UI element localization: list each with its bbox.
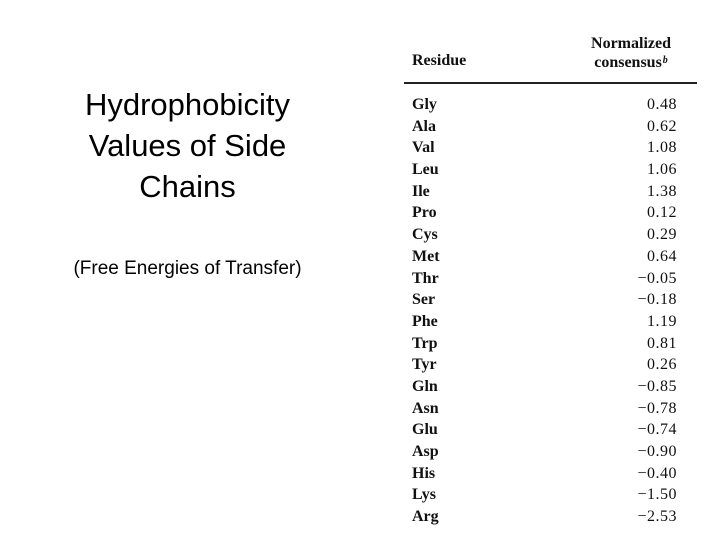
consensus-value: 0.26 <box>647 356 677 374</box>
table-row <box>404 289 697 311</box>
table-row <box>404 137 697 159</box>
residue-name: Asn <box>412 399 439 417</box>
slide-title-line: Chains <box>139 169 236 204</box>
table-row <box>404 463 697 485</box>
residue-name: Thr <box>412 269 439 287</box>
column-header-consensus-text: consensus <box>594 54 662 71</box>
consensus-value: 1.19 <box>647 312 677 330</box>
column-header-consensus <box>591 34 671 72</box>
consensus-value: 1.08 <box>647 139 677 157</box>
residue-name: His <box>412 464 436 482</box>
residue-name: Ala <box>412 117 436 135</box>
consensus-value: −2.53 <box>637 508 677 526</box>
consensus-value: 0.12 <box>647 204 677 222</box>
table-body <box>404 94 697 528</box>
residue-name: Leu <box>412 161 439 179</box>
slide-subtitle: (Free Energies of Transfer) <box>73 258 302 279</box>
consensus-value: 0.81 <box>647 334 677 352</box>
table-row <box>404 506 697 528</box>
residue-name: Ser <box>412 291 436 309</box>
table-top-rule <box>404 82 697 84</box>
residue-name: Gly <box>412 96 437 113</box>
residue-name: Trp <box>412 334 438 352</box>
table-row <box>404 224 697 246</box>
residue-name: Arg <box>412 508 439 526</box>
residue-name: Asp <box>412 443 439 460</box>
residue-name: Ile <box>412 182 430 200</box>
table-row <box>404 441 697 463</box>
table-row <box>404 202 697 224</box>
residue-name: Tyr <box>412 356 437 374</box>
residue-name: Met <box>412 247 440 265</box>
table-row <box>404 484 697 506</box>
table-row <box>404 159 697 181</box>
consensus-value: −0.40 <box>637 464 677 482</box>
table-row <box>404 398 697 420</box>
residue-name: Val <box>412 139 435 157</box>
column-header-consensus-line2 <box>591 53 671 72</box>
hydrophobicity-table <box>404 30 697 528</box>
table-header <box>404 30 697 82</box>
column-header-consensus-line1: Normalized <box>591 35 671 52</box>
slide-title-line: Values of Side <box>88 128 287 163</box>
table-row <box>404 116 697 138</box>
residue-name: Lys <box>412 486 437 504</box>
consensus-value: −0.18 <box>637 291 677 309</box>
table-row <box>404 94 697 116</box>
table-row <box>404 246 697 268</box>
table-row <box>404 311 697 333</box>
consensus-value: 0.48 <box>647 96 677 113</box>
residue-name: Glu <box>412 421 438 439</box>
column-header-residue: Residue <box>412 52 467 69</box>
consensus-value: −0.90 <box>637 443 677 460</box>
consensus-value: −0.05 <box>637 269 677 287</box>
consensus-value: −0.85 <box>637 377 677 395</box>
residue-name: Gln <box>412 377 438 395</box>
consensus-value: 0.64 <box>647 247 677 265</box>
table-row <box>404 419 697 441</box>
consensus-value: 0.62 <box>647 117 677 135</box>
consensus-value: 1.38 <box>647 182 677 200</box>
residue-name: Phe <box>412 312 438 330</box>
table-row <box>404 181 697 203</box>
consensus-value: 0.29 <box>647 226 677 244</box>
consensus-value: 1.06 <box>647 161 677 179</box>
slide-title-line: Hydrophobicity <box>84 87 291 122</box>
table-row <box>404 268 697 290</box>
slide-title <box>30 84 345 207</box>
consensus-value: −1.50 <box>637 486 677 504</box>
consensus-value: −0.74 <box>637 421 677 439</box>
table-row <box>404 354 697 376</box>
consensus-value: −0.78 <box>637 399 677 417</box>
table-row <box>404 333 697 355</box>
footnote-marker: b <box>662 55 668 66</box>
table-row <box>404 376 697 398</box>
residue-name: Cys <box>412 226 438 244</box>
residue-name: Pro <box>412 204 437 222</box>
